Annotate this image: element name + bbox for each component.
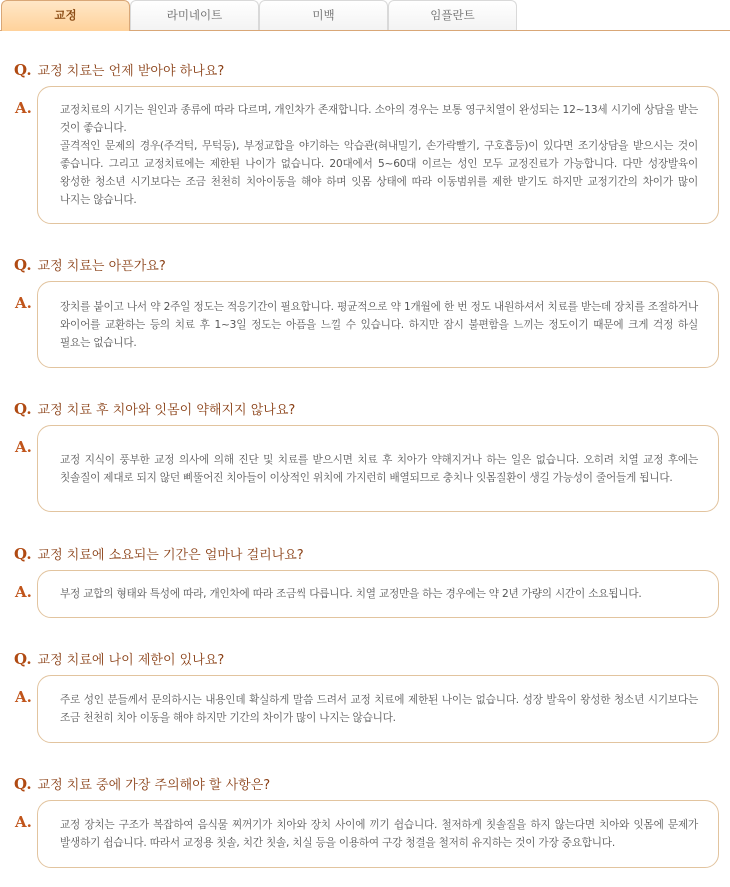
question-marker: Q. xyxy=(14,256,32,274)
question-marker: Q. xyxy=(14,61,32,79)
question-text: 교정 치료는 언제 받아야 하나요? xyxy=(37,64,225,79)
answer-box xyxy=(37,675,719,743)
question-marker: Q. xyxy=(14,650,32,668)
answer-text xyxy=(60,298,698,352)
question-text: 교정 치료는 아픈가요? xyxy=(37,259,166,274)
question-text: 교정 치료에 소요되는 기간은 얼마나 걸리나요? xyxy=(37,548,304,563)
question xyxy=(14,774,270,794)
answer-marker: A. xyxy=(15,688,32,706)
question-marker: Q. xyxy=(14,545,32,563)
answer-text xyxy=(60,816,698,852)
question xyxy=(14,399,295,419)
tab-implant[interactable]: 임플란트 xyxy=(388,0,517,30)
answer-marker: A. xyxy=(15,583,32,601)
question-marker: Q. xyxy=(14,775,32,793)
answer-text xyxy=(60,691,698,727)
answer-marker: A. xyxy=(15,294,32,312)
answer-text xyxy=(60,101,698,209)
answer-paragraph: 교정 장치는 구조가 복잡하여 음식물 찌꺼기가 치아와 장치 사이에 끼기 쉽습니다. 철저하게 칫솔질을 하지 않는다면 치아와 잇몸에 문제가 발생하기 쉽습니다. 따라서 교정용 칫솔, 치간 칫솔, 치실 등을 이용하여 구강 청결을 철저히 유지하는 것이 가장 중요합니다. xyxy=(60,819,698,849)
tab-whitening[interactable]: 미백 xyxy=(259,0,388,30)
category-tabs xyxy=(0,0,730,31)
answer-paragraph: 골격적인 문제의 경우(주걱턱, 무턱등), 부정교합을 야기하는 악습관(혀내밀기, 손가락빨기, 구호흡등)이 있다면 조기상담을 받으시는 것이 좋습니다. 그리고 교정치료에는 제한된 나이가 없습니다. 20대에서 5~60대 이르는 성인 모두 교정진료가 가능합니다. 다만 성장발육이 왕성한 청소년 시기보다는 조금 천천히 치아이동을 해야 하며 잇몸 상태에 따라 이동범위를 제한 받기도 하지만 교정기간의 차이가 많이 나지는 않습니다. xyxy=(60,140,698,206)
answer-marker: A. xyxy=(15,99,32,117)
question xyxy=(14,255,166,275)
answer-marker: A. xyxy=(15,813,32,831)
question xyxy=(14,649,224,669)
answer-marker: A. xyxy=(15,438,32,456)
answer-box xyxy=(37,800,719,868)
answer-box xyxy=(37,425,719,512)
question-text: 교정 치료 후 치아와 잇몸이 약해지지 않나요? xyxy=(37,403,296,418)
tab-orthodontics[interactable]: 교정 xyxy=(1,0,130,31)
tab-laminate[interactable]: 라미네이트 xyxy=(130,0,259,30)
question xyxy=(14,60,224,80)
question xyxy=(14,544,304,564)
answer-text xyxy=(60,451,698,487)
answer-box xyxy=(37,86,719,224)
answer-paragraph: 부정 교합의 형태와 특성에 따라, 개인차에 따라 조금씩 다릅니다. 치열 교정만을 하는 경우에는 약 2년 가량의 시간이 소요됩니다. xyxy=(60,588,642,600)
answer-paragraph: 교정 지식이 풍부한 교정 의사에 의해 진단 및 치료를 받으시면 치료 후 치아가 약해지거나 하는 일은 없습니다. 오히려 치열 교정 후에는 칫솔질이 제대로 되지 않던 삐뚤어진 치아들이 이상적인 위치에 가지런히 배열되므로 충치나 잇몸질환이 생길 가능성이 줄어들게 됩니다. xyxy=(60,453,698,484)
question-text: 교정 치료 중에 가장 주의해야 할 사항은? xyxy=(37,778,271,793)
question-text: 교정 치료에 나이 제한이 있나요? xyxy=(37,653,225,668)
answer-box xyxy=(37,570,719,618)
question-marker: Q. xyxy=(14,400,32,418)
answer-paragraph: 교정치료의 시기는 원인과 종류에 따라 다르며, 개인차가 존재합니다. 소아의 경우는 보통 영구치열이 완성되는 12~13세 시기에 상담을 받는 것이 좋습니다. xyxy=(60,104,698,134)
answer-paragraph: 장치를 붙이고 나서 약 2주일 정도는 적응기간이 필요합니다. 평균적으로 약 1개월에 한 번 정도 내원하셔서 치료를 받는데 장치를 조절하거나 와이어를 교환하는 등의 치료 후 1~3일 정도는 아픔을 느낄 수 있습니다. 하지만 잠시 불편함을 느끼는 정도이기 때문에 크게 걱정 하실 필요는 없습니다. xyxy=(60,300,698,349)
answer-paragraph: 주로 성인 분들께서 문의하시는 내용인데 확실하게 말씀 드려서 교정 치료에 제한된 나이는 없습니다. 성장 발육이 왕성한 청소년 시기보다는 조금 천천히 치아 이동을 해야 하지만 기간의 차이가 많이 나지는 않습니다. xyxy=(60,694,698,724)
answer-text xyxy=(60,585,642,603)
answer-box xyxy=(37,281,719,368)
